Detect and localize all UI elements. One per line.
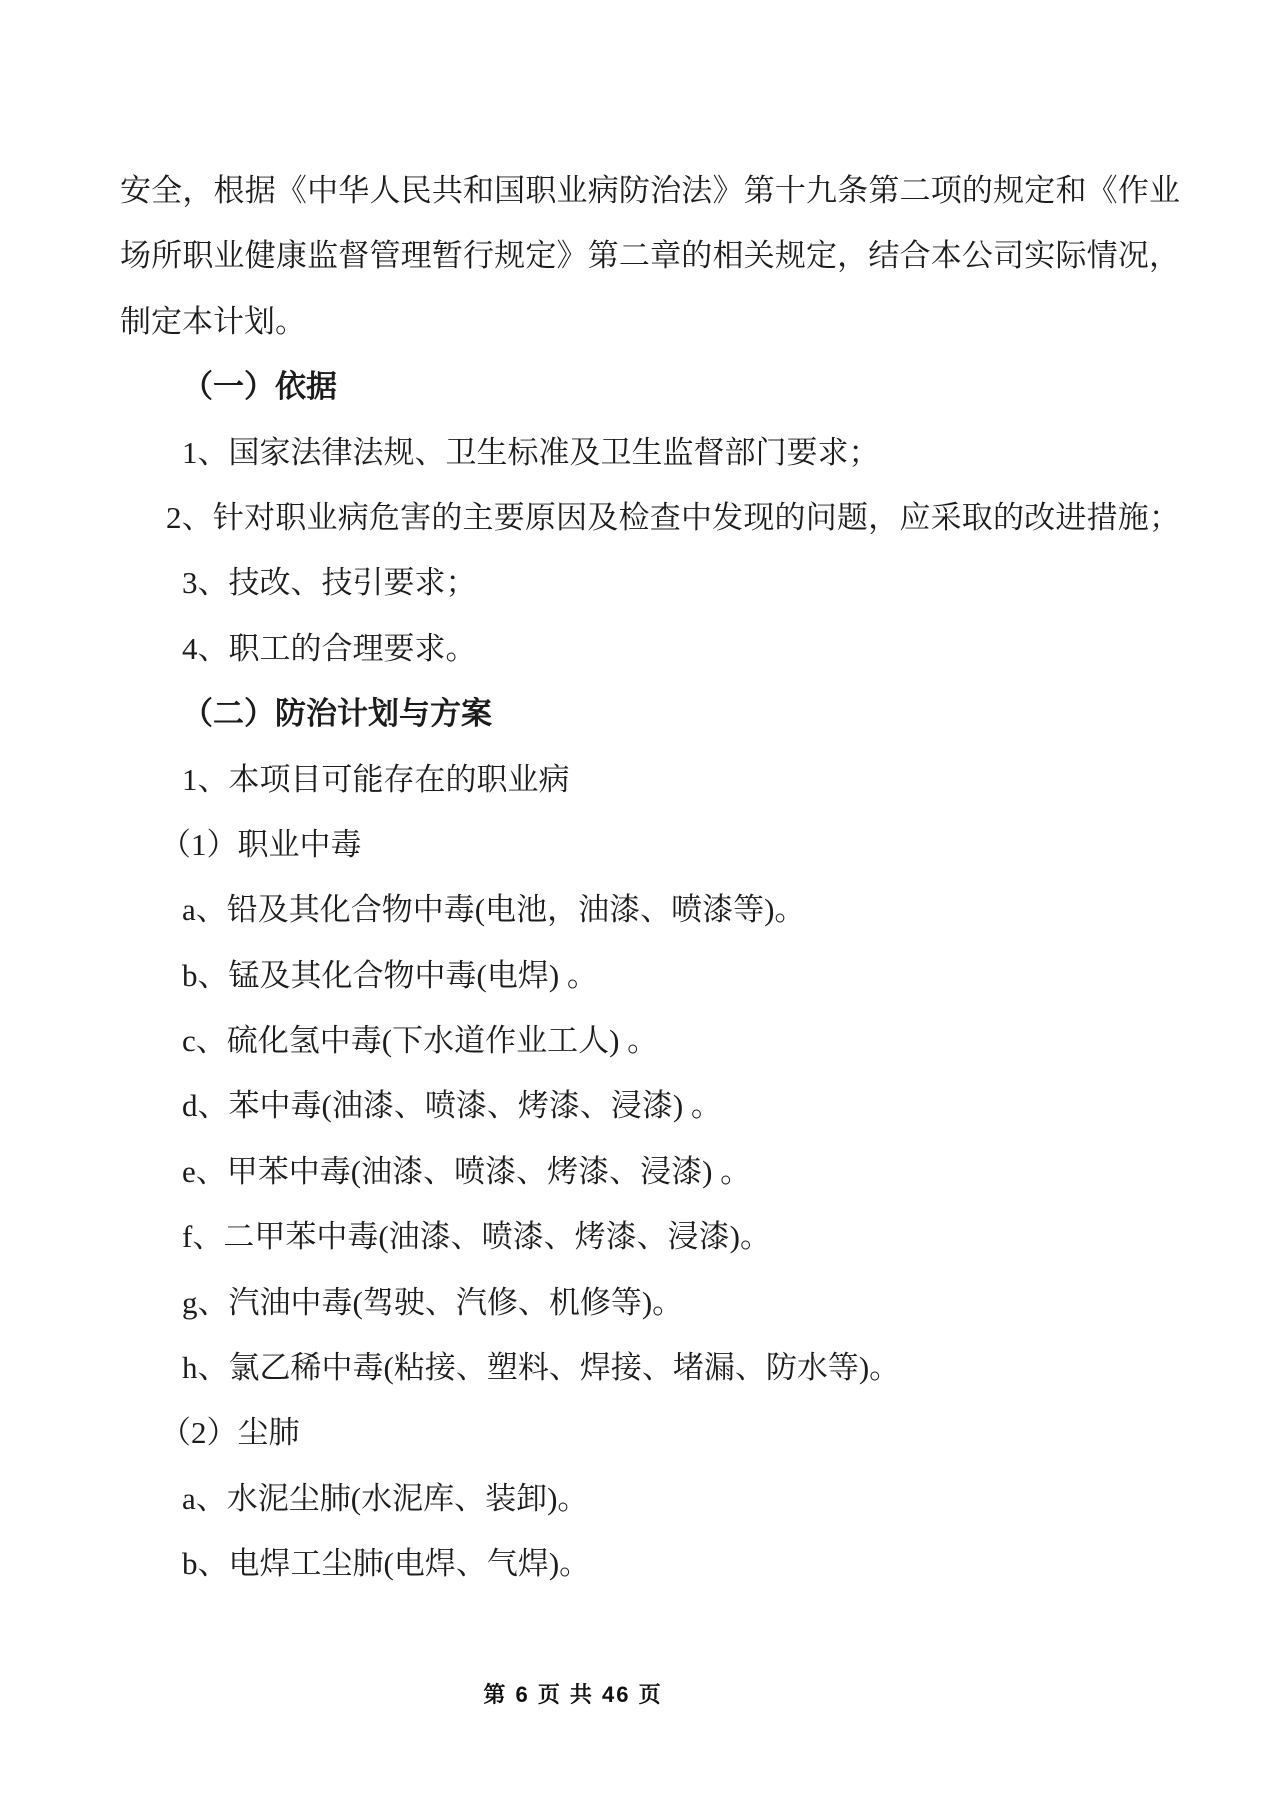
doc-line-17: f、二甲苯中毒(油漆、喷漆、烤漆、浸漆)。: [182, 1219, 771, 1255]
doc-line-6: 2、针对职业病危害的主要原因及检查中发现的问题，应采取的改进措施；: [166, 499, 1180, 535]
doc-line-2: 场所职业健康监督管理暂行规定》第二章的相关规定，结合本公司实际情况，: [120, 238, 1180, 274]
doc-line-1: 安全，根据《中华人民共和国职业病防治法》第十九条第二项的规定和《作业: [120, 173, 1180, 208]
page-footer: 第 6 页 共 46 页: [483, 1682, 663, 1707]
doc-line-7: 3、技改、技引要求；: [182, 565, 477, 601]
document-body: [120, 158, 1180, 1597]
sub-heading-pneumoconiosis: （2）尘肺: [160, 1415, 300, 1451]
doc-line-16: e、甲苯中毒(油漆、喷漆、烤漆、浸漆) 。: [182, 1153, 752, 1189]
doc-line-22: b、电焊工尘肺(电焊、气焊)。: [182, 1546, 591, 1582]
doc-line-10: 1、本项目可能存在的职业病: [182, 761, 570, 797]
doc-line-18: g、汽油中毒(驾驶、汽修、机修等)。: [182, 1284, 684, 1320]
doc-line-3: 制定本计划。: [120, 303, 306, 339]
doc-line-12: a、铅及其化合物中毒(电池，油漆、喷漆等)。: [182, 892, 806, 928]
section-heading-1-basis: （一）依据: [182, 369, 337, 405]
doc-line-21: a、水泥尘肺(水泥库、装卸)。: [182, 1480, 589, 1516]
doc-line-15: d、苯中毒(油漆、喷漆、烤漆、浸漆) 。: [182, 1088, 722, 1124]
doc-line-14: c、硫化氢中毒(下水道作业工人) 。: [182, 1023, 659, 1059]
doc-line-13: b、锰及其化合物中毒(电焊) 。: [182, 957, 598, 993]
sub-heading-occupational-poisoning: （1）职业中毒: [160, 826, 362, 862]
doc-line-5: 1、国家法律法规、卫生标准及卫生监督部门要求；: [182, 434, 880, 470]
doc-line-8: 4、职工的合理要求。: [182, 630, 477, 666]
section-heading-2-plan: （二）防治计划与方案: [182, 696, 492, 732]
doc-line-19: h、氯乙稀中毒(粘接、塑料、焊接、堵漏、防水等)。: [182, 1350, 901, 1386]
